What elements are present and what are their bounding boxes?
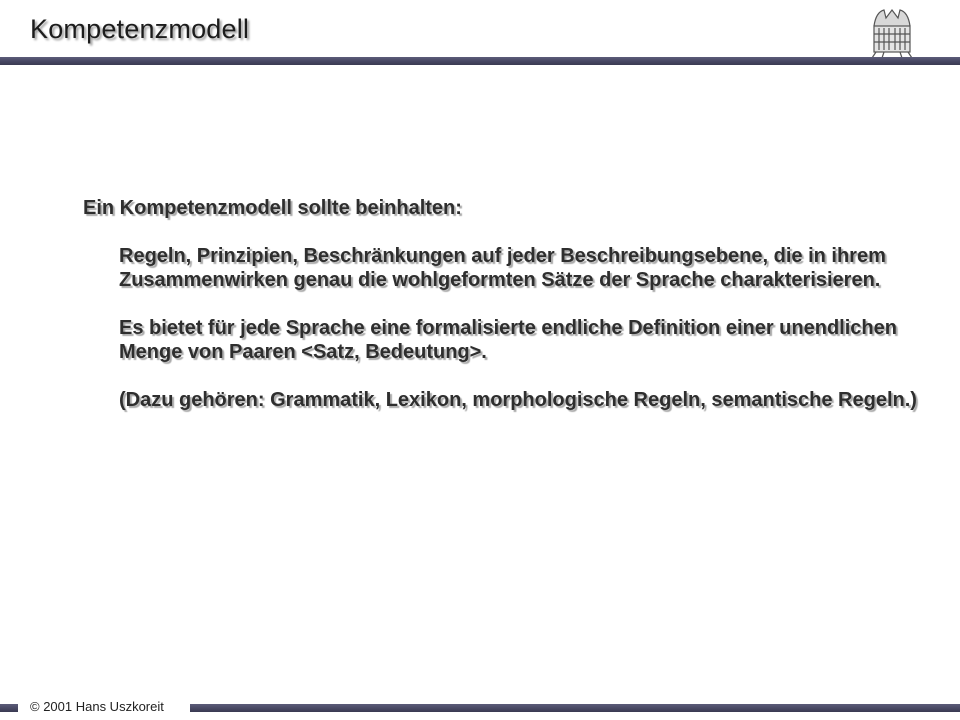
paragraph-components: (Dazu gehören: Grammatik, Lexikon, morphologische Regeln, semantische Regeln.) — [119, 389, 917, 411]
footer-divider-right — [190, 704, 960, 712]
copyright-text: © 2001 Hans Uszkoreit — [30, 699, 164, 714]
header-divider — [0, 57, 960, 65]
paragraph-rules: Regeln, Prinzipien, Beschränkungen auf jeder Beschreibungsebene, die in ihrem Zusammenwirken genau die wohlgeformten Sätze der Sprache charakterisieren. — [119, 245, 886, 291]
university-seal-icon — [866, 6, 918, 60]
intro-text: Ein Kompetenzmodell sollte beinhalten: — [83, 197, 462, 219]
footer-divider-left — [0, 704, 18, 712]
paragraph-definition: Es bietet für jede Sprache eine formalisierte endliche Definition einer unendlichen Menge von Paaren <Satz, Bedeutung>. — [119, 317, 897, 363]
slide-content — [83, 196, 923, 412]
page-title: Kompetenzmodell — [30, 14, 250, 44]
